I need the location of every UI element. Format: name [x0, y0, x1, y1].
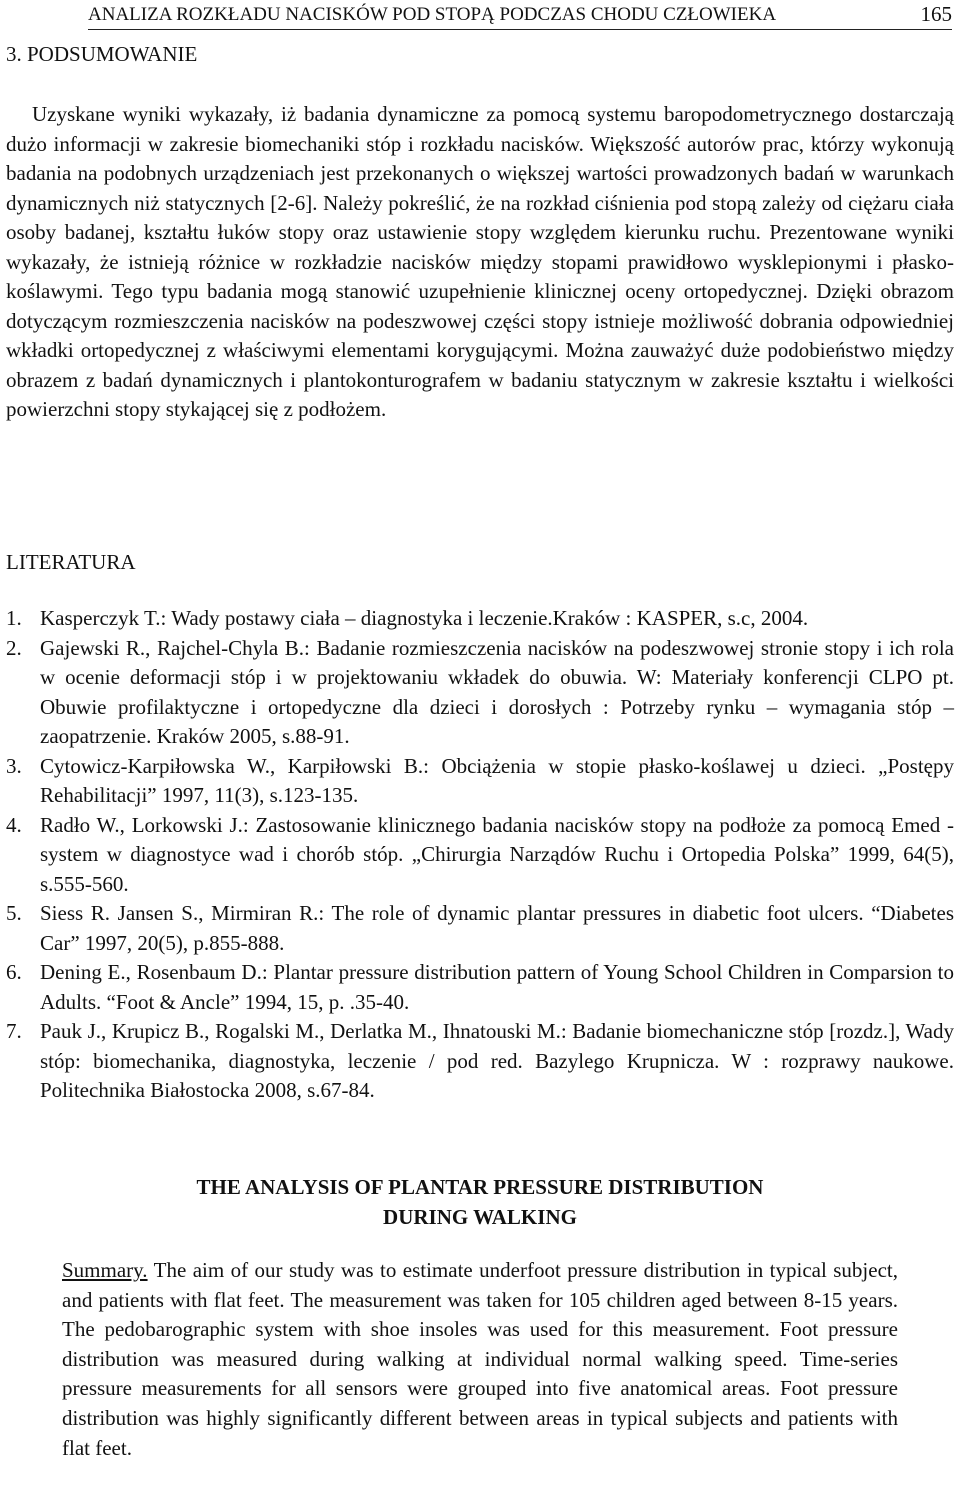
- reference-text: Kasperczyk T.: Wady postawy ciała – diagnostyka i leczenie.Kraków : KASPER, s.c, 2004.: [40, 606, 809, 630]
- reference-item: [6, 604, 954, 634]
- reference-text: Radło W., Lorkowski J.: Zastosowanie klinicznego badania nacisków stopy na podłoże za pomocą Emed - system w diagnostyce wad i chorób stóp. „Chirurgia Narządów Ruchu i Ortopedia Polska” 1999, 64(5), s.555-560.: [40, 812, 954, 896]
- reference-text: Gajewski R., Rajchel-Chyla B.: Badanie rozmieszczenia nacisków na podeszwowej stronie stopy i ich rola w ocenie deformacji stóp i w projektowaniu wkładek do obuwia. W: Materiały konferencji CLPO pt. Obuwie profilaktyczne i ortopedyczne dla dzieci i dorosłych : Potrzeby rynku – wymagania stóp – zaopatrzenie. Kraków 2005, s.88-91.: [40, 635, 954, 748]
- section-heading: 3. PODSUMOWANIE: [6, 42, 198, 66]
- page-number: 165: [920, 2, 952, 26]
- reference-number: 1.: [6, 606, 22, 630]
- reference-text: Pauk J., Krupicz B., Rogalski M., Derlatka M., Ihnatouski M.: Badanie biomechaniczne stóp [rozdz.], Wady stóp: biomechanika, diagnostyka, leczenie / pod red. Bazylego Krupnicza. W : rozprawy naukowe. Politechnika Białostocka 2008, s.67-84.: [40, 1019, 954, 1102]
- english-title-line-1: THE ANALYSIS OF PLANTAR PRESSURE DISTRIBUTION: [196, 1175, 764, 1199]
- summary-paragraph-pl: Uzyskane wyniki wykazały, iż badania dynamiczne za pomocą systemu baropodometrycznego dostarczają dużo informacji w zakresie biomechaniki stóp i rozkładu nacisków. Większość autorów prac, którzy wykonują badania na podobnych urządzeniach jest przekonanych o większej wartości prowadzonych badań w warunkach dynamicznych niż statycznych [2-6]. Należy pokreślić, że na rozkład ciśnienia pod stopą zależy od ciężaru ciała osoby badanej, kształtu łuków stopy oraz ustawienie stopy względem kierunku ruchu. Prezentowane wyniki wykazały, że istnieją różnice w rozkładzie nacisków między stopami prawidłowo wysklepionymi i płasko-koślawymi. Tego typu badania mogą stanowić uzupełnienie klinicznej oceny ortopedycznej. Dzięki obrazom dotyczącym rozmieszczenia nacisków na podeszwowej części stopy istnieje możliwość dobrania odpowiedniej wkładki ortopedycznej z właściwymi elementami korygującymi. Można zauważyć duże podobieństwo między obrazem z badań dynamicznych i plantokonturografem w badaniu statycznym w zakresie kształtu i wielkości powierzchni stopy stykającej się z podłożem.: [6, 102, 954, 421]
- reference-text: Siess R. Jansen S., Mirmiran R.: The role of dynamic plantar pressures in diabetic foot ulcers. “Diabetes Car” 1997, 20(5), p.855-888.: [40, 901, 954, 955]
- reference-list: [6, 604, 954, 1106]
- reference-number: 3.: [6, 753, 22, 778]
- reference-number: 6.: [6, 960, 22, 984]
- reference-number: 2.: [6, 635, 22, 660]
- reference-number: 5.: [6, 901, 22, 925]
- reference-number: 4.: [6, 812, 22, 837]
- summary-label: Summary.: [62, 1258, 148, 1282]
- english-title-line-2: DURING WALKING: [383, 1205, 577, 1229]
- literature-heading: LITERATURA: [6, 550, 136, 574]
- reference-item: [6, 752, 954, 811]
- reference-item: [6, 958, 954, 1017]
- reference-number: 7.: [6, 1019, 22, 1043]
- english-title: [0, 1172, 960, 1232]
- reference-text: Dening E., Rosenbaum D.: Plantar pressure distribution pattern of Young School Children in Comparsion to Adults. “Foot & Ancle” 1994, 15, p. .35-40.: [40, 960, 954, 1014]
- running-header: [88, 2, 952, 30]
- summary-text: The aim of our study was to estimate underfoot pressure distribution in typical subject, and patients with flat feet. The measurement was taken for 105 children aged between 8-15 years. The pedobarographic system with shoe insoles was used for this measurement. Foot pressure distribution was measured during walking at individual normal walking speed. Time-series pressure measurements for all sensors were grouped into five anatomical areas. Foot pressure distribution was highly significantly different between areas in typical subjects and patients with flat feet.: [62, 1258, 898, 1460]
- reference-item: [6, 899, 954, 958]
- running-title: ANALIZA ROZKŁADU NACISKÓW POD STOPĄ PODCZAS CHODU CZŁOWIEKA: [88, 4, 777, 25]
- reference-text: Cytowicz-Karpiłowska W., Karpiłowski B.: Obciążenia w stopie płasko-koślawej u dzieci. „Postępy Rehabilitacji” 1997, 11(3), s.123-135.: [40, 753, 954, 807]
- reference-item: [6, 634, 954, 752]
- reference-item: [6, 1017, 954, 1106]
- english-summary: [62, 1256, 898, 1463]
- reference-item: [6, 811, 954, 900]
